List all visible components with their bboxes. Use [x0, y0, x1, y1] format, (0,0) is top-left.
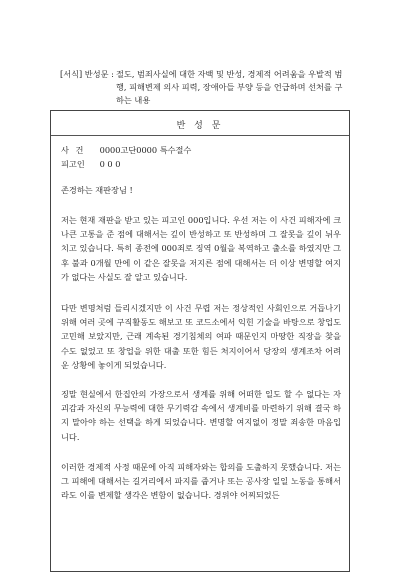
document-title: 반 성 문 — [176, 121, 224, 131]
title-divider — [51, 135, 349, 136]
defendant-value: 0 0 0 — [99, 159, 121, 169]
case-row — [61, 145, 191, 156]
paragraph-2: 다만 변명처럼 들리시겠지만 이 사건 무렵 저는 정상적인 사회인으로 거듭나기 위해 여러 곳에 구직활동도 해보고 또 코드소에서 익힌 기술을 바탕으로 창업도 고민해 보았지만, 근래 계속된 경기침체의 여파 때문인지 마땅한 직장을 찾을 수도 없었고 또 창업을 위한 대출 또한 힘든 처지이어서 당장의 생계조차 어려운 상황에 놓이게 되었습니다. — [61, 303, 341, 370]
form-label: [서식] 반성문 : — [60, 69, 114, 79]
form-header — [60, 68, 350, 107]
document-box — [50, 110, 350, 572]
paragraph-1: 저는 현재 재판을 받고 있는 피고인 000입니다. 우선 저는 이 사건 피해자에 크나큰 고통을 준 점에 대해서는 깊이 반성하고 또 반성하며 그 잘못을 깊이 뉘우치고 있습니다. 특히 종전에 000죄로 징역 0월을 복역하고 출소를 하였지만 그 후 불과 0개월 만에 이 같은 잘못을 저지른 점에 대해서는 더 이상 변명할 여지가 없다는 사실도 잘 알고 있습니다. — [61, 215, 341, 282]
defendant-row — [61, 159, 120, 170]
paragraph-4: 이러한 경제적 사정 때문에 아직 피해자와는 합의를 도출하지 못했습니다. 저는 그 피해에 대해서는 길거리에서 파지를 줍거나 또는 공사장 일일 노동을 통해서라도 이를 변제할 생각은 변함이 없습니다. 경위야 어찌되었든 — [61, 462, 341, 501]
case-value: 0000고단0000 특수절수 — [99, 145, 192, 155]
form-description: 절도, 범죄사실에 대한 자백 및 반성, 경제적 어려움을 우발적 범행, 피해변제 의사 피력, 장애아들 부양 등을 언급하며 선처를 구하는 내용 — [116, 69, 343, 105]
case-label: 사 건 — [61, 145, 86, 155]
defendant-label: 피고인 — [61, 159, 85, 169]
greeting: 존경하는 재판장님 ! — [61, 185, 133, 195]
paragraph-3: 징말 현실에서 한집안의 가장으로서 생계를 위해 어떠한 일도 할 수 없다는 자괴감과 자신의 무능력에 대한 무기력감 속에서 생계비를 마련하기 위해 결국 하지 말아야 하는 선택을 하게 되었습니다. 변명할 여지없이 정말 죄송한 마음입니다. — [61, 389, 341, 442]
